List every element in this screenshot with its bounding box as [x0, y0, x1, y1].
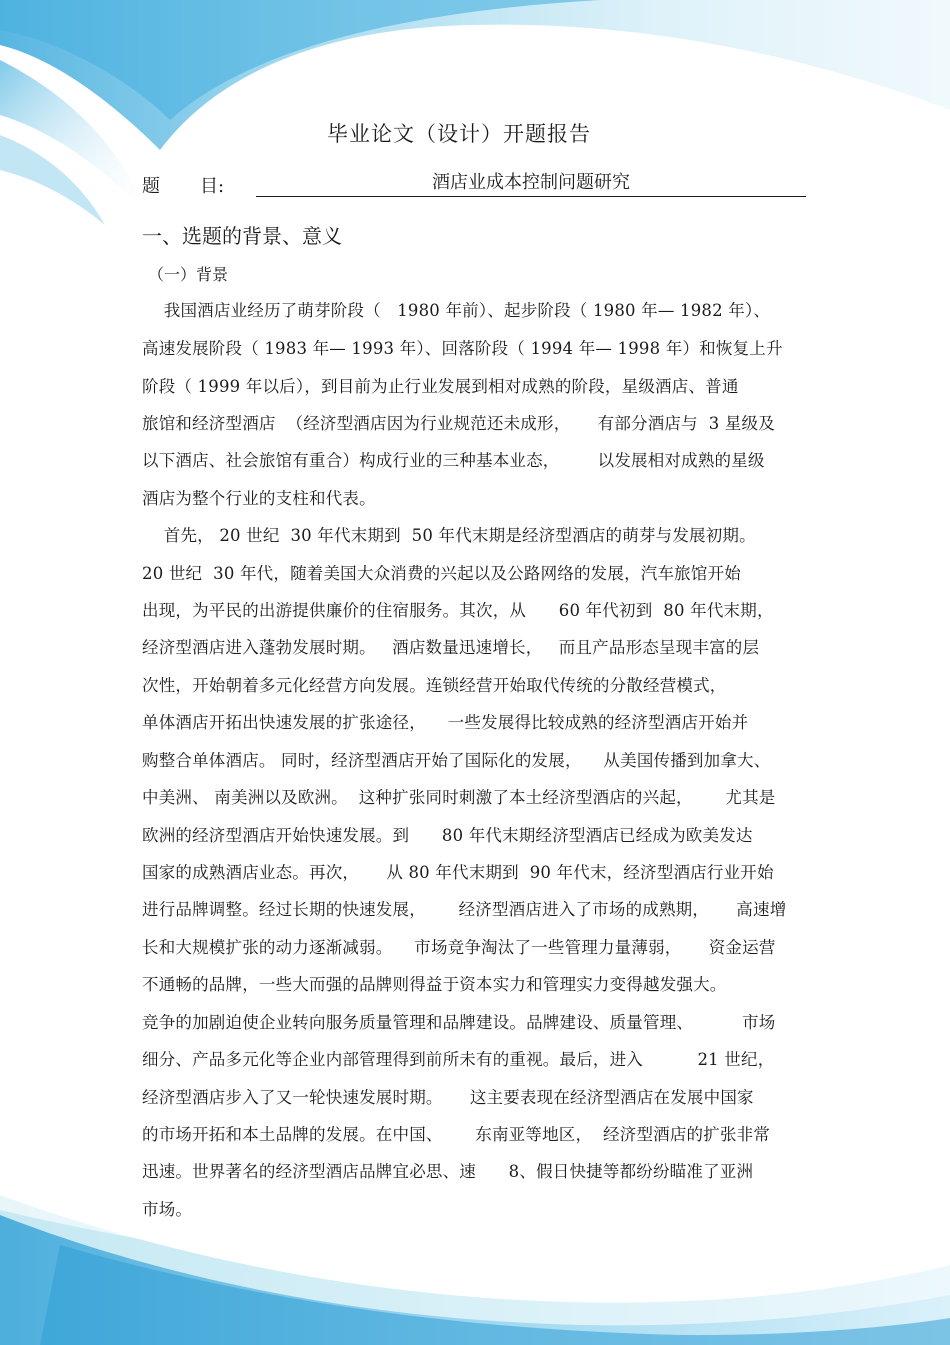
- body-line: 高速发展阶段（ 1983 年— 1993 年）、回落阶段（ 1994 年— 1998 年）和恢复上升: [142, 339, 783, 358]
- subject-row: [142, 170, 806, 200]
- body-line: 单体酒店开拓出快速发展的扩张途径， 一些发展得比较成熟的经济型酒店开始并: [142, 713, 749, 732]
- body-line: 经济型酒店进入蓬勃发展时期。 酒店数量迅速增长， 而且产品形态呈现丰富的层: [142, 638, 760, 657]
- body-line: 首先， 20 世纪 30 年代末期到 50 年代末期是经济型酒店的萌芽与发展初期。: [142, 526, 756, 545]
- body-line: 次性，开始朝着多元化经营方向发展。连锁经营开始取代传统的分散经营模式，: [142, 676, 727, 695]
- body-line: 20 世纪 30 年代，随着美国大众消费的兴起以及公路网络的发展，汽车旅馆开始: [142, 564, 741, 583]
- subject-value: 酒店业成本控制问题研究: [256, 170, 806, 197]
- section-heading: 一、选题的背景、意义: [142, 224, 342, 248]
- body-line: 欧洲的经济型酒店开始快速发展。到 80 年代末期经济型酒店已经成为欧美发达: [142, 826, 753, 845]
- body-line: 国家的成熟酒店业态。再次， 从 80 年代末期到 90 年代末，经济型酒店行业开始: [142, 863, 774, 882]
- sub-heading: （一）背景: [148, 265, 229, 284]
- body-line: 竞争的加剧迫使企业转向服务质量管理和品牌建设。品牌建设、质量管理、 市场: [142, 1013, 776, 1032]
- body-line: 市场。: [142, 1200, 193, 1219]
- body-line: 长和大规模扩张的动力逐渐减弱。 市场竞争淘汰了一些管理力量薄弱， 资金运营: [142, 938, 776, 957]
- subject-label: [142, 172, 224, 198]
- body-line: 经济型酒店步入了又一轮快速发展时期。 这主要表现在经济型酒店在发展中国家: [142, 1088, 754, 1107]
- body-line: 我国酒店业经历了萌芽阶段（ 1980 年前）、起步阶段（ 1980 年— 1982 年）、: [142, 301, 771, 320]
- body-line: 不通畅的品牌，一些大而强的品牌则得益于资本实力和管理实力变得越发强大。: [142, 975, 727, 994]
- body-line: 迅速。世界著名的经济型酒店品牌宜必思、速 8、假日快捷等都纷纷瞄准了亚洲: [142, 1162, 754, 1181]
- body-line: 的市场开拓和本土品牌的发展。在中国、 东南亚等地区， 经济型酒店的扩张非常: [142, 1125, 771, 1144]
- body-line: 出现，为平民的出游提供廉价的住宿服务。其次，从 60 年代初到 80 年代末期，: [142, 601, 774, 620]
- body-line: 进行品牌调整。经过长期的快速发展， 经济型酒店进入了市场的成熟期， 高速增: [142, 900, 787, 919]
- body-line: 酒店为整个行业的支柱和代表。: [142, 489, 376, 508]
- body-line: 细分、产品多元化等企业内部管理得到前所未有的重视。最后，进入 21 世纪，: [142, 1050, 775, 1069]
- body-line: 旅馆和经济型酒店 （经济型酒店因为行业规范还未成形， 有部分酒店与 3 星级及: [142, 414, 775, 433]
- subject-label-char-2: 目:: [200, 176, 225, 197]
- subject-label-char-1: 题: [142, 176, 160, 197]
- document-title: 毕业论文（设计）开题报告: [327, 122, 591, 146]
- body-line: 中美洲、 南美洲以及欧洲。 这种扩张同时刺激了本土经济型酒店的兴起， 尤其是: [142, 788, 776, 807]
- body-line: 阶段（ 1999 年以后），到目前为止行业发展到相对成熟的阶段，星级酒店、普通: [142, 377, 739, 396]
- body-line: 以下酒店、社会旅馆有重合）构成行业的三种基本业态， 以发展相对成熟的星级: [142, 451, 765, 470]
- body-line: 购整合单体酒店。 同时，经济型酒店开始了国际化的发展， 从美国传播到加拿大、: [142, 751, 771, 770]
